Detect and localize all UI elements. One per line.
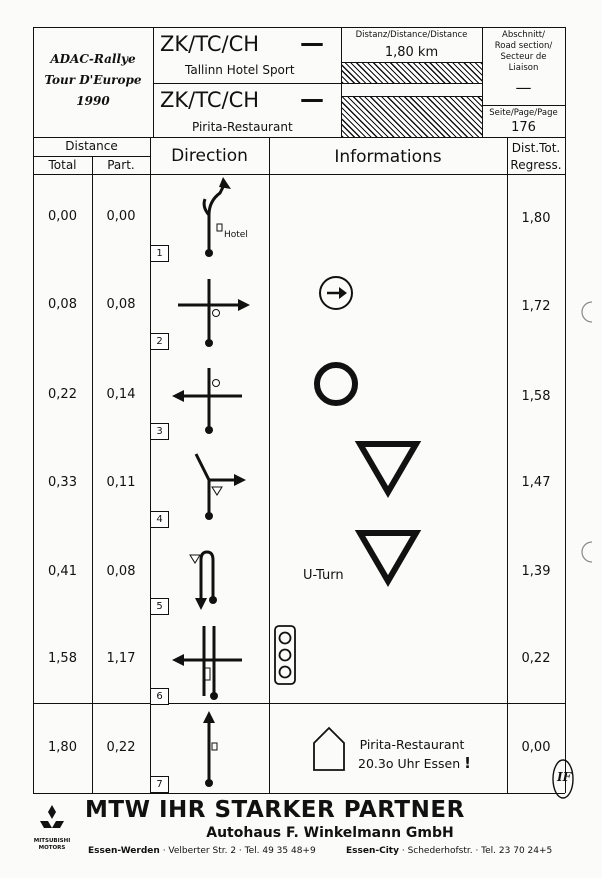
tulip-diagram-2 [150,265,269,353]
section-label-2: Road section/ [494,41,553,51]
hotel-label: Hotel [224,230,248,240]
traffic-light-icon [273,624,297,686]
address-werden-detail: · Velberter Str. 2 · Tel. 49 35 48+9 [162,846,316,856]
part-distance: 0,11 [106,475,136,490]
total-distance: 0,08 [48,297,77,312]
regress-distance: 1,80 [521,211,551,226]
binder-hole-mark [576,300,596,324]
direction-header: Direction [171,146,248,166]
mitsubishi-logo-icon [36,803,68,839]
regress-distance: 0,00 [521,740,551,755]
distance-header: Distance [65,139,118,153]
section-label-1: Abschnitt/ [502,30,545,40]
regress-distance: 1,72 [521,299,551,314]
step-number: 4 [150,511,169,528]
end-place: Pirita-Restaurant [192,120,293,134]
rally-name-2: Tour D'Europe [44,73,142,87]
part-distance: 0,08 [106,564,136,579]
start-dash: — [300,29,324,57]
end-control-code: ZK/TC/CH [160,88,260,112]
part-distance: 1,17 [106,651,136,666]
step-number: 3 [150,423,169,440]
tulip-diagram-4 [150,442,269,530]
total-distance: 0,33 [48,475,77,490]
binder-hole-mark [576,540,596,564]
step-number: 7 [150,776,169,793]
distance-value: 1,80 km [384,45,439,60]
step-number: 5 [150,598,169,615]
informations-header: Informations [334,147,442,167]
regress-header: Regress. [510,158,562,172]
address-city-detail: · Schederhofstr. · Tel. 23 70 24+5 [401,846,553,856]
step-number: 6 [150,688,169,705]
regress-distance: 0,22 [521,651,551,666]
address-werden [88,846,316,856]
part-distance: 0,08 [106,297,136,312]
logo-text-2: MOTORS [38,845,66,851]
logo-text-1: MITSUBISHI [33,838,71,844]
total-distance: 1,80 [48,740,77,755]
rally-name-1: ADAC-Rallye [50,52,136,66]
part-distance: 0,22 [106,740,136,755]
distance-label: Distanz/Distance/Distance [355,30,468,40]
yield-sign-icon-2 [355,529,421,587]
end-dash: — [300,85,324,113]
tulip-diagram-6 [150,618,269,704]
hatched-box-1 [341,62,483,84]
tulip-diagram-3 [150,352,269,440]
u-turn-label: U-Turn [303,568,344,583]
total-distance: 0,22 [48,387,77,402]
total-distance: 1,58 [48,651,77,666]
step-number: 2 [150,333,169,350]
section-label-4: Liaison [508,63,539,73]
dinner-note [358,754,471,772]
start-control-code: ZK/TC/CH [160,32,260,56]
step-number: 1 [150,245,169,262]
address-werden-city: Essen-Werden [88,846,160,856]
page-number: 176 [511,120,536,135]
section-label-3: Secteur de [500,52,547,62]
tulip-diagram-7 [150,705,269,793]
dist-tot-header: Dist.Tot. [511,141,561,155]
section-value: — [515,78,532,97]
start-place: Tallinn Hotel Sport [185,63,295,77]
page-label: Seite/Page/Page [489,108,558,118]
company-name: Autohaus F. Winkelmann GmbH [206,825,454,841]
part-distance: 0,00 [106,209,136,224]
yield-sign-icon [355,440,421,498]
part-distance: 0,14 [106,387,136,402]
total-header: Total [48,158,77,172]
address-city-name: Essen-City [346,846,399,856]
mandatory-right-sign-icon [318,275,354,311]
hatched-box-2 [341,96,483,138]
regress-distance: 1,47 [521,475,551,490]
address-city [346,846,552,856]
footer-headline: MTW IHR STARKER PARTNER [85,797,465,823]
part-header: Part. [107,158,135,172]
total-distance: 0,41 [48,564,77,579]
tulip-diagram-5 [150,532,269,617]
tulip-diagram-1 [150,175,269,263]
destination-name: Pirita-Restaurant [359,737,465,752]
regress-distance: 1,39 [521,564,551,579]
house-icon [311,725,347,773]
no-entry-ring-sign-icon [313,361,359,407]
total-distance: 0,00 [48,209,77,224]
rally-year: 1990 [76,94,110,108]
corner-stamp-text: IF [557,770,572,784]
dinner-note-text: 20.3o Uhr Essen [358,756,461,771]
exclamation-mark: ! [464,754,472,772]
regress-distance: 1,58 [521,389,551,404]
